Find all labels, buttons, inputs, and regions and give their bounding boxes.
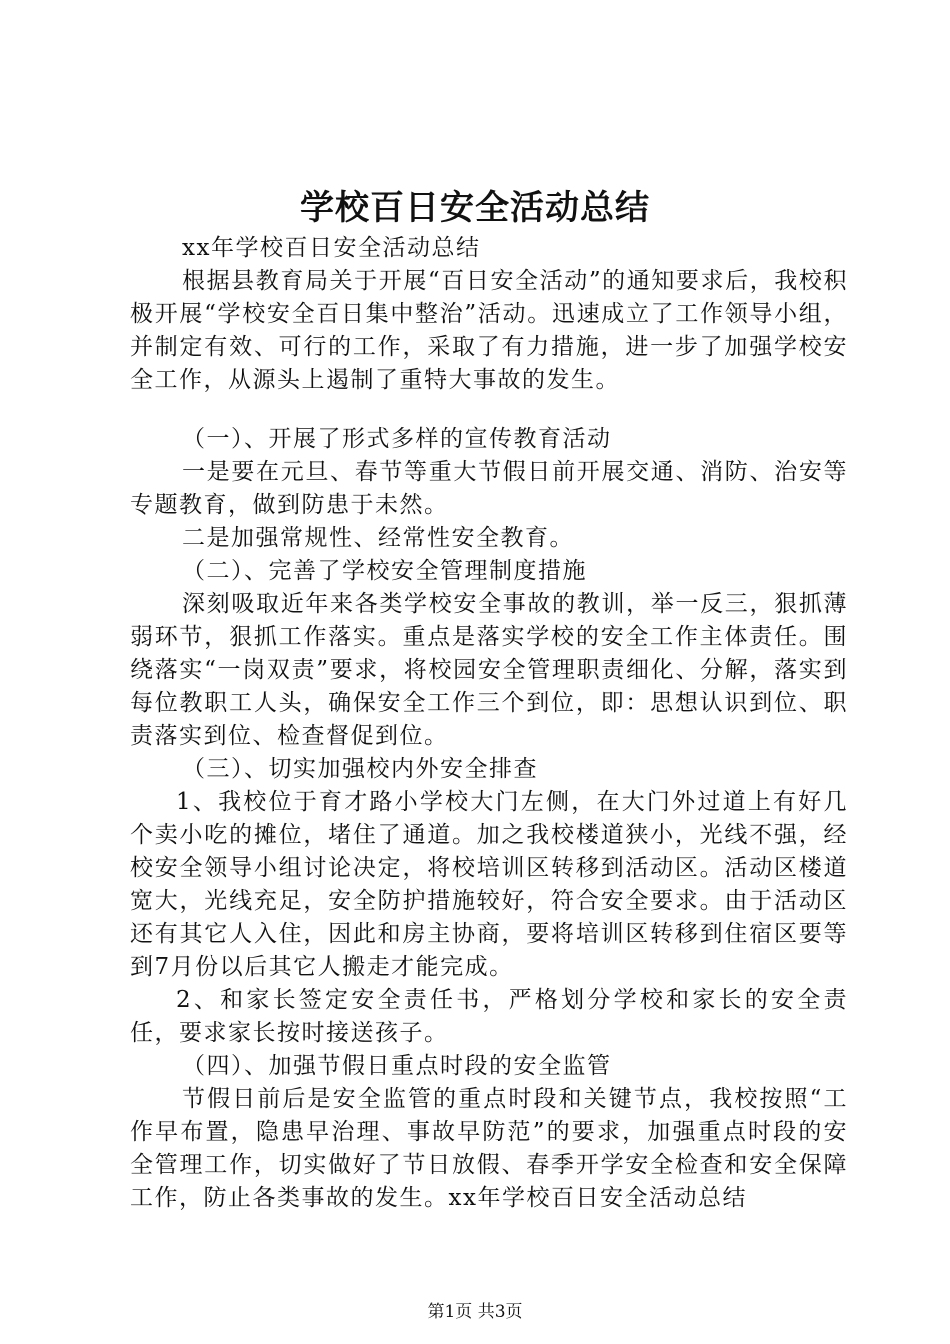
body-paragraph: 深刻吸取近年来各类学校安全事故的教训，举一反三，狠抓薄弱环节，狠抓工作落实。重点是落实学校的安全工作主体责任。围绕落实“一岗双责”要求，将校园安全管理职责细化、分解，落实到每位教职工人头，确保安全工作三个到位，即：思想认识到位、职责落实到位、检查督促到位。 — [130, 591, 848, 749]
body-paragraph: 节假日前后是安全监管的重点时段和关键节点，我校按照“工作早布置，隐患早治理、事故早防范”的要求，加强重点时段的安全管理工作，切实做好了节日放假、春季开学安全检查和安全保障工作，防止各类事故的发生。xx年学校百日安全活动总结 — [130, 1086, 848, 1211]
body-paragraph: 2、和家长签定安全责任书，严格划分学校和家长的安全责任，要求家长按时接送孩子。 — [130, 987, 848, 1046]
subtitle-paragraph: xx年学校百日安全活动总结 — [182, 235, 481, 261]
document-body — [130, 232, 848, 1215]
page-footer: 第1页 共3页 — [427, 1302, 523, 1322]
body-paragraph: 一是要在元旦、春节等重大节假日前开展交通、消防、治安等专题教育，做到防患于未然。 — [130, 459, 848, 518]
body-paragraph: 1、我校位于育才路小学校大门左侧，在大门外过道上有好几个卖小吃的摊位，堵住了通道。加之我校楼道狭小，光线不强，经校安全领导小组讨论决定，将校培训区转移到活动区。活动区楼道宽大，光线充足，安全防护措施较好，符合安全要求。由于活动区还有其它人入住，因此和房主协商，要将培训区转移到住宿区要等到7月份以后其它人搬走才能完成。 — [130, 789, 848, 980]
document-title: 学校百日安全活动总结 — [300, 188, 650, 228]
section-heading-3: （三）、切实加强校内外安全排查 — [182, 756, 538, 782]
intro-paragraph: 根据县教育局关于开展“百日安全活动”的通知要求后，我校积极开展“学校安全百日集中整治”活动。迅速成立了工作领导小组，并制定有效、可行的工作，采取了有力措施，进一步了加强学校安全工作，从源头上遏制了重特大事故的发生。 — [130, 268, 848, 393]
body-paragraph: 二是加强常规性、经常性安全教育。 — [182, 525, 574, 551]
section-heading-2: （二）、完善了学校安全管理制度措施 — [182, 558, 587, 584]
section-heading-4: （四）、加强节假日重点时段的安全监管 — [182, 1053, 612, 1079]
section-heading-1: （一）、开展了形式多样的宣传教育活动 — [182, 426, 612, 452]
